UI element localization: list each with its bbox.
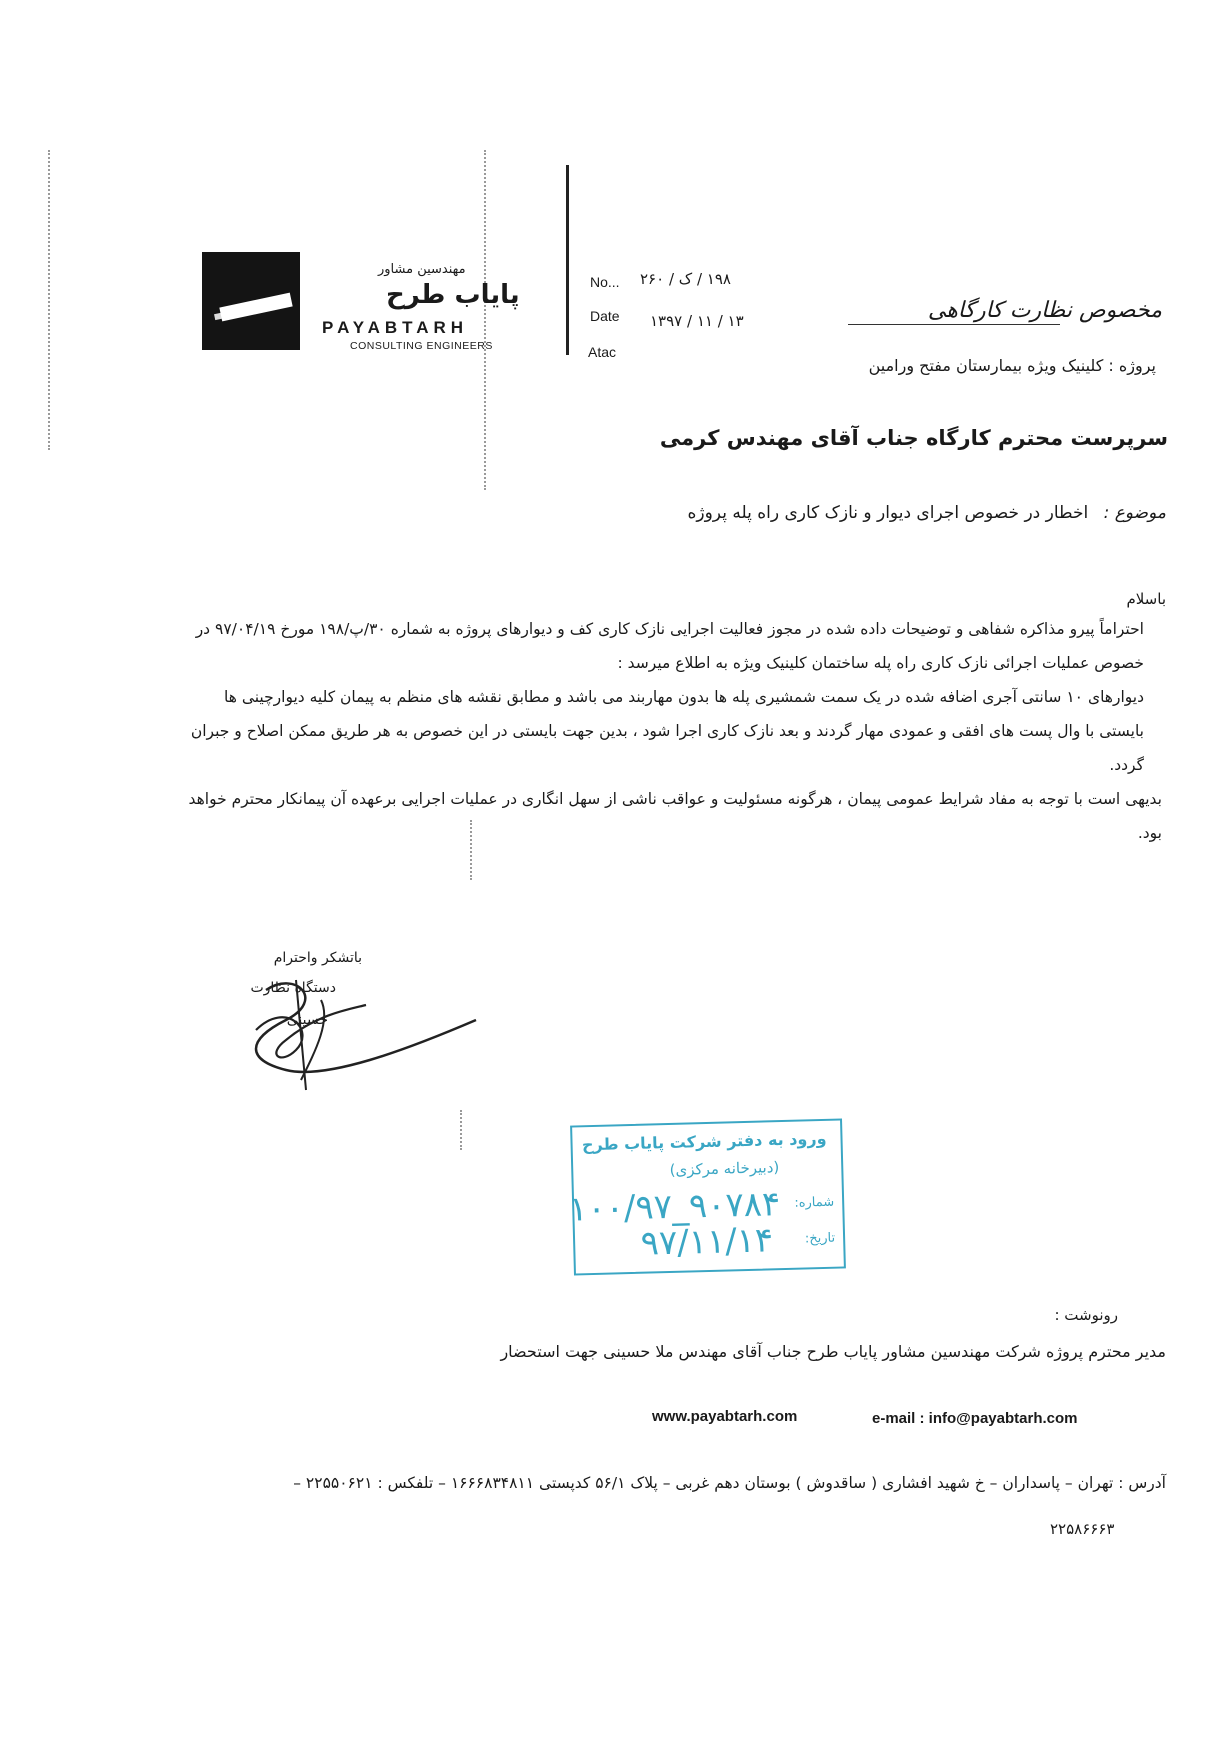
document-header-title: مخصوص نظارت کارگاهی (927, 298, 1162, 323)
closing-name: حسینی (286, 1012, 328, 1028)
scan-artifact-line (48, 150, 50, 450)
body-paragraph-1: احتراماً پیرو مذاکره شفاهی و توضیحات داده شده در مجوز فعالیت اجرایی نازک کاری کف و دیوارهای پروژه به شماره ۳۰/پ/۱۹۸ مورخ ۹۷/۰۴/۱۹ در خصوص عملیات اجرائی نازک کاری راه پله ساختمان کلینیک ویژه به اطلاع میرسد : (195, 620, 1144, 672)
project-line: پروژه : کلینیک ویژه بیمارستان مفتح ورامین (868, 356, 1156, 375)
no-label: No... (590, 274, 620, 290)
logo-subtitle: CONSULTING ENGINEERS (350, 340, 493, 352)
subject-text: اخطار در خصوص اجرای دیوار و نازک کاری راه پله پروژه (687, 503, 1089, 523)
stamp-date-label: تاریخ: (804, 1230, 836, 1247)
website-link[interactable]: www.payabtarh.com (652, 1408, 798, 1425)
footer-address: آدرس : تهران – پاسداران – خ شهید افشاری ( ساقدوش ) بوستان دهم غربی – پلاک ۵۶/۱ کدپستی ۱۶۶۶۸۳۴۸۱۱ – تلفکس : ۲۲۵۵۰۶۲۱ – (293, 1474, 1166, 1492)
footer-address-phone: ۲۲۵۸۶۶۶۳ (1050, 1520, 1115, 1538)
body-paragraph-2: دیوارهای ۱۰ سانتی آجری اضافه شده در یک سمت شمشیری پله ها بدون مهاربند می باشد و مطابق نقشه های منظم به پیمان کلیه دیوارچینی ها بایستی با وال پست های افقی و عمودی مهار گردند و بعد نازک کاری اجرا شود ، بدین جهت بایستی در این خصوص به هر طریق ممکن اصلاح و جبران گردد. (190, 688, 1144, 774)
scan-artifact-line (484, 150, 486, 490)
date-value: ۱۳۹۷ / ۱۱ / ۱۳ (650, 312, 744, 330)
greeting: باسلام (1126, 590, 1166, 608)
email-link[interactable]: e-mail : info@payabtarh.com (872, 1410, 1078, 1427)
logo-name-fa: پایاب طرح (386, 280, 520, 310)
stamp-number-value: ۱۰۰/۹۷_۹۰۷۸۴ (568, 1184, 781, 1230)
letter-body (182, 612, 1162, 850)
header-divider (566, 165, 569, 355)
closing-regards: باتشکر واحترام (273, 950, 362, 966)
logo-name-en: PAYABTARH (322, 318, 469, 337)
receipt-stamp (570, 1118, 846, 1275)
date-label: Date (590, 308, 620, 324)
cc-text: مدیر محترم پروژه شرکت مهندسین مشاور پایاب طرح جناب آقای مهندس ملا حسینی جهت استحضار (500, 1342, 1166, 1361)
stamp-date-value: ۹۷/۱۱/۱۴ (640, 1220, 774, 1264)
no-value: ۱۹۸ / ک / ۲۶۰ (640, 270, 731, 288)
company-logo (202, 252, 300, 350)
addressee: سرپرست محترم کارگاه جناب آقای مهندس کرمی (659, 426, 1168, 450)
body-paragraph-3: بدیهی است با توجه به مفاد شرایط عمومی پیمان ، هرگونه مسئولیت و عواقب ناشی از سهل انگاری در عملیات اجرایی برعهده آن پیمانکار محترم خواهد بود. (188, 790, 1162, 842)
cc-label: رونوشت : (1054, 1306, 1118, 1324)
stamp-subtitle: (دبیرخانه مرکزی) (669, 1158, 780, 1179)
attach-label: Atac (588, 344, 617, 360)
subject-label: موضوع : (1103, 503, 1166, 523)
closing-office: دستگاه نظارت (250, 980, 336, 996)
logo-consultant-text: مهندسین مشاور (378, 262, 466, 277)
header-underline (848, 324, 1060, 325)
subject-line (546, 503, 1166, 523)
scan-artifact-line (460, 1110, 462, 1150)
stamp-number-label: شماره: (794, 1194, 835, 1211)
handwritten-signature (226, 960, 486, 1100)
stamp-title: ورود به دفتر شرکت پایاب طرح (581, 1128, 827, 1155)
